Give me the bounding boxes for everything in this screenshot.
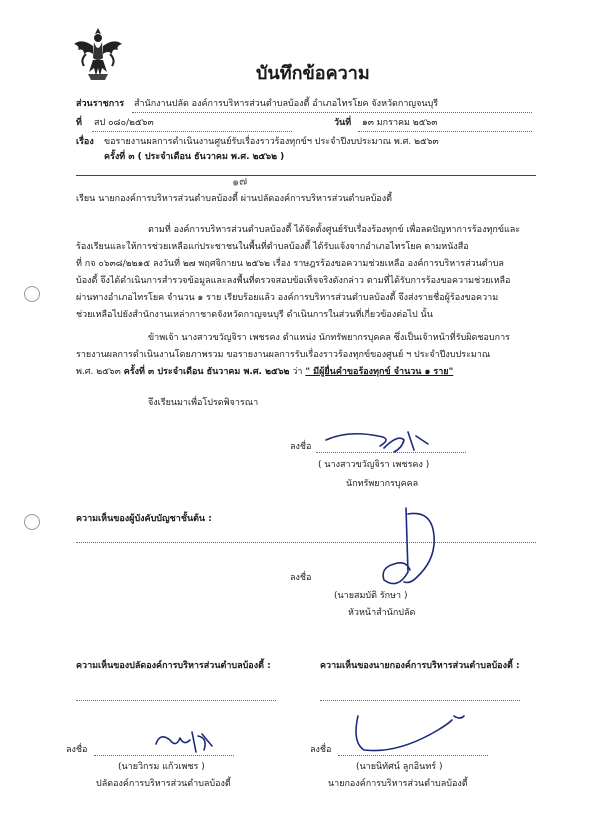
paragraph-2 — [76, 330, 546, 381]
agency-label: ส่วนราชการ — [76, 99, 125, 109]
paragraph-2-line: ข้าพเจ้า นางสาวขวัญจิรา เพชรคง ตำแหน่ง นักทรัพยากรบุคคล ซึ่งเป็นเจ้าหน้าที่รับผิดชอบการ — [148, 333, 510, 343]
agency-underline — [132, 112, 532, 113]
deputy-position: ปลัดองค์การบริหารส่วนตำบลบ้องตี้ — [96, 779, 231, 789]
sign-1-position: นักทรัพยากรบุคคล — [346, 479, 419, 489]
date-value: ๑๓ มกราคม ๒๕๖๓ — [362, 118, 438, 128]
subject-line-1: ขอรายงานผลการดำเนินงานศูนย์รับเรื่องราวร้องทุกข์ฯ ประจำปีงบประมาณ พ.ศ. ๒๕๖๓ — [104, 137, 439, 147]
binder-hole-icon — [24, 514, 40, 530]
paragraph-1-line: บ้องตี้ จึงได้ดำเนินการสำรวจข้อมูลและลงพื้นที่ตรวจสอบข้อเท็จจริงดังกล่าว ตามที่ได้รับการร้องขอความช่วยเหลือ — [76, 276, 511, 286]
ref-underline — [92, 131, 292, 132]
signature-1 — [318, 422, 438, 462]
paragraph-2-line: รายงานผลการดำเนินงานโดยภาพรวม ขอรายงานผลการรับเรื่องราวร้องทุกข์ของศูนย์ ฯ ประจำปีงบประมาณ — [76, 350, 491, 360]
sign-1-line — [316, 452, 466, 453]
sign-1-label: ลงชื่อ — [290, 442, 312, 452]
mayor-heading: ความเห็นของนายกองค์การบริหารส่วนตำบลบ้องตี้ : — [320, 661, 520, 671]
paragraph-1-line: ร้องเรียนและให้การช่วยเหลือแก่ประชาชนในพื้นที่ตำบลบ้องตี้ ได้รับแจ้งจากอำเภอไทรโยค ตามหนังสือ — [76, 242, 469, 252]
subject-label: เรื่อง — [76, 137, 94, 147]
subject-line-2: ครั้งที่ ๓ ( ประจำเดือน ธันวาคม พ.ศ. ๒๕๖๒ ) — [104, 152, 285, 162]
paragraph-1-line: ตามที่ องค์การบริหารส่วนตำบลบ้องตี้ ได้จัดตั้งศูนย์รับเรื่องร้องทุกข์ เพื่อลดปัญหาการร้องทุกข์และ — [148, 225, 521, 235]
supervisor-name: (นายสมบัติ รักษา ) — [334, 591, 408, 601]
binder-hole-icon — [24, 286, 40, 302]
signature-3 — [150, 726, 220, 756]
fiscal-year: พ.ศ. ๒๕๖๓ — [76, 367, 121, 377]
deputy-heading: ความเห็นของปลัดองค์การบริหารส่วนตำบลบ้องตี้ : — [76, 661, 271, 671]
paragraph-1-line: ผ่านทางอำเภอไทรโยค จำนวน ๑ ราย เรียบร้อยแล้ว องค์การบริหารส่วนตำบลบ้องตี้ จึงส่งรายชื่อผู้ร้องขอความ — [76, 293, 499, 303]
report-period: ครั้งที่ ๓ ประจำเดือน ธันวาคม พ.ศ. ๒๕๖๒ — [123, 367, 290, 377]
supervisor-comment-line-1 — [76, 542, 536, 543]
date-label: วันที่ — [334, 118, 352, 128]
supervisor-position: หัวหน้าสำนักปลัด — [348, 608, 416, 618]
mayor-sign-label: ลงชื่อ — [310, 745, 332, 755]
connector-word: ว่า — [292, 367, 303, 377]
memo-title: บันทึกข้อความ — [256, 63, 370, 84]
paragraph-2-line-3 — [76, 364, 546, 381]
paragraph-1 — [76, 222, 546, 324]
deputy-sign-label: ลงชื่อ — [66, 745, 88, 755]
deputy-sign-line — [94, 755, 234, 756]
date-underline — [358, 131, 532, 132]
header-divider — [76, 175, 536, 176]
deputy-comment-line — [76, 700, 276, 701]
paragraph-1-line: ที่ กจ ๐๖๓๘/๒๒๑๕ ลงวันที่ ๒๗ พฤศจิกายน ๒๕๖๒ เรื่อง ราษฎรร้องขอความช่วยเหลือ องค์การบริหารส่วนตำบล — [76, 259, 504, 269]
mayor-position: นายกองค์การบริหารส่วนตำบลบ้องตี้ — [328, 779, 468, 789]
mayor-name: (นายนิทัศน์ ลูกอินทร์ ) — [356, 762, 443, 772]
addressee: เรียน นายกองค์การบริหารส่วนตำบลบ้องตี้ ผ่านปลัดองค์การบริหารส่วนตำบลบ้องตี้ — [76, 194, 392, 204]
mayor-comment-line — [320, 700, 520, 701]
margin-note: ๑๗ — [231, 174, 248, 189]
sign-1-name: ( นางสาวขวัญจิรา เพชรคง ) — [318, 460, 430, 470]
complaint-count: " มีผู้ยื่นคำขอร้องทุกข์ จำนวน ๑ ราย" — [305, 367, 454, 377]
ref-label: ที่ — [76, 118, 82, 128]
supervisor-sign-label: ลงชื่อ — [290, 573, 312, 583]
signature-4 — [348, 712, 478, 760]
ref-value: สป ๐๘๐/๒๕๖๓ — [94, 118, 154, 128]
closing-line: จึงเรียนมาเพื่อโปรดพิจารณา — [148, 398, 259, 408]
signature-2 — [376, 500, 446, 595]
agency-value: สำนักงานปลัด องค์การบริหารส่วนตำบลบ้องตี้ อำเภอไทรโยค จังหวัดกาญจนบุรี — [134, 99, 439, 109]
mayor-sign-line — [338, 755, 488, 756]
supervisor-heading: ความเห็นของผู้บังคับบัญชาชั้นต้น : — [76, 514, 212, 524]
garuda-emblem-icon — [72, 24, 124, 84]
deputy-name: (นายวิกรม แก้วเพชร ) — [118, 762, 205, 772]
paragraph-1-line: ช่วยเหลือไปยังสำนักงานเหล่ากาชาดจังหวัดกาญจนบุรี ดำเนินการในส่วนที่เกี่ยวข้องต่อไป นั้น — [76, 310, 433, 320]
